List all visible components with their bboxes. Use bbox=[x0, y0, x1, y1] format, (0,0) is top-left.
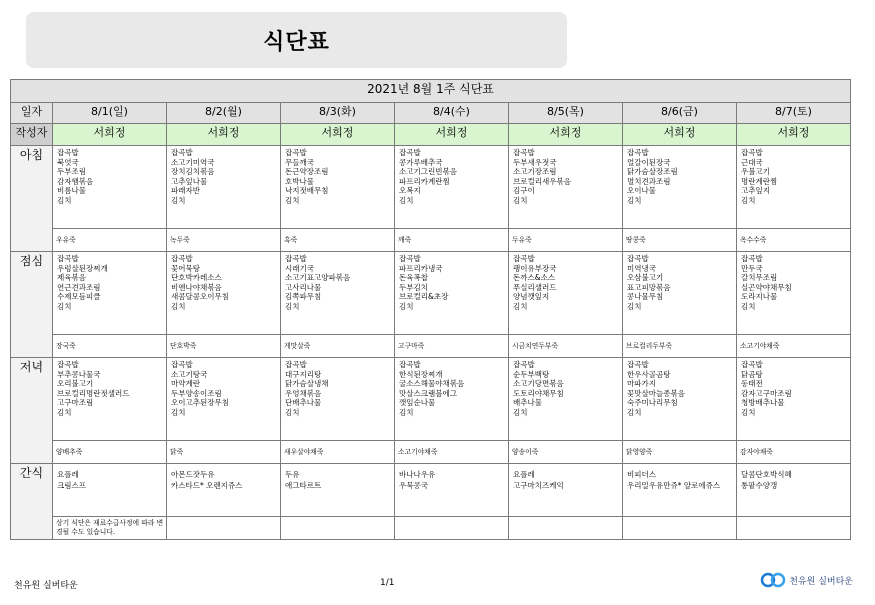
menu-cell bbox=[167, 252, 281, 335]
menu-item: 잡곡밥 bbox=[171, 360, 193, 369]
menu-items bbox=[623, 358, 736, 440]
snack-item: 통팥수양갱 bbox=[741, 481, 778, 490]
menu-cell bbox=[737, 358, 851, 441]
menu-item: 김치 bbox=[285, 195, 300, 205]
meal-row bbox=[11, 252, 851, 335]
menu-item: 김치 bbox=[627, 195, 642, 205]
menu-item: 새콤달콤오이무침 bbox=[171, 292, 229, 302]
menu-item: 비름나물 bbox=[57, 186, 86, 196]
menu-item: 오리불고기 bbox=[57, 379, 94, 389]
menu-item: 김치 bbox=[171, 407, 186, 417]
logo-icon bbox=[760, 572, 786, 588]
snack-cell bbox=[53, 464, 167, 517]
date-header-label: 일자 bbox=[11, 103, 53, 124]
author-name: 서희정 bbox=[167, 124, 281, 146]
snack-note-cell bbox=[167, 517, 281, 540]
snack-item: 달콤단호박식혜 bbox=[741, 470, 792, 479]
menu-item: 오삼불고기 bbox=[627, 273, 664, 283]
menu-item: 잡곡밥 bbox=[57, 254, 79, 263]
snack-cell bbox=[281, 464, 395, 517]
menu-item: 김치 bbox=[513, 195, 528, 205]
porridge-item: 시금치연두부죽 bbox=[512, 342, 558, 350]
porridge-item: 양배추죽 bbox=[56, 448, 83, 456]
porridge-cell bbox=[623, 441, 737, 464]
porridge-item: 소고기야채죽 bbox=[740, 342, 780, 350]
menu-item: 단호박카레소스 bbox=[171, 273, 222, 283]
menu-item: 우엉채볶음 bbox=[285, 388, 322, 398]
menu-item: 김치 bbox=[627, 407, 642, 417]
snack-items bbox=[737, 464, 850, 516]
porridge-item: 깨죽 bbox=[398, 236, 412, 244]
menu-item: 굴소스해물야채볶음 bbox=[399, 379, 465, 389]
date-header-row bbox=[11, 103, 851, 124]
menu-item: 김치 bbox=[285, 407, 300, 417]
day-header: 8/6(금) bbox=[623, 103, 737, 124]
menu-items bbox=[509, 252, 622, 334]
menu-cell bbox=[623, 252, 737, 335]
menu-item: 콩나물무침 bbox=[627, 292, 664, 302]
menu-item: 동태전 bbox=[741, 379, 763, 389]
menu-item: 소고기장조림 bbox=[513, 167, 557, 177]
table-title: 2021년 8월 1주 식단표 bbox=[11, 80, 851, 103]
snack-items bbox=[395, 464, 508, 516]
snack-items bbox=[509, 464, 622, 516]
menu-items bbox=[737, 358, 850, 440]
menu-cell bbox=[395, 146, 509, 229]
porridge-cell bbox=[737, 441, 851, 464]
snack-item: 아몬드잣두유 bbox=[171, 470, 215, 479]
menu-item: 김치 bbox=[285, 301, 300, 311]
menu-cell bbox=[281, 252, 395, 335]
menu-item: 고사리나물 bbox=[285, 282, 322, 292]
menu-item: 만두국 bbox=[741, 263, 763, 273]
porridge-item: 소고기야채죽 bbox=[398, 448, 438, 456]
menu-item: 수제모듬피클 bbox=[57, 292, 101, 302]
snack-cell bbox=[737, 464, 851, 517]
menu-items bbox=[395, 146, 508, 228]
porridge-item: 땅콩죽 bbox=[626, 236, 646, 244]
menu-item: 한우사골곰탕 bbox=[627, 369, 671, 379]
menu-item: 소고기당면볶음 bbox=[513, 379, 564, 389]
menu-items bbox=[395, 358, 508, 440]
menu-item: 잡곡밥 bbox=[57, 148, 79, 157]
menu-change-notice: 상기 식단은 재료수급사정에 따라 변경될 수도 있습니다. bbox=[56, 519, 164, 536]
day-header: 8/7(토) bbox=[737, 103, 851, 124]
menu-items bbox=[509, 146, 622, 228]
menu-cell bbox=[281, 358, 395, 441]
menu-items bbox=[281, 252, 394, 334]
menu-items bbox=[509, 358, 622, 440]
menu-item: 김치 bbox=[513, 301, 528, 311]
menu-cell bbox=[509, 252, 623, 335]
porridge-item: 닭영양죽 bbox=[626, 448, 653, 456]
menu-item: 잡곡밥 bbox=[285, 254, 307, 263]
porridge-item: 단호박죽 bbox=[170, 342, 197, 350]
menu-cell bbox=[281, 146, 395, 229]
menu-item: 꽃맛살마늘종볶음 bbox=[627, 388, 685, 398]
snack-cell bbox=[623, 464, 737, 517]
snack-item: 고구마치즈케익 bbox=[513, 481, 564, 490]
menu-item: 마파가지 bbox=[627, 379, 656, 389]
snack-note-cell bbox=[281, 517, 395, 540]
porridge-cell bbox=[509, 335, 623, 358]
snack-note-cell bbox=[395, 517, 509, 540]
author-label: 작성자 bbox=[11, 124, 53, 146]
menu-item: 김치 bbox=[741, 407, 756, 417]
menu-item: 북엇국 bbox=[57, 157, 79, 167]
day-header: 8/4(수) bbox=[395, 103, 509, 124]
menu-items bbox=[281, 146, 394, 228]
menu-items bbox=[737, 146, 850, 228]
menu-item: 고추잎나물 bbox=[171, 176, 208, 186]
menu-item: 김치 bbox=[171, 195, 186, 205]
snack-item: 요플레 bbox=[57, 470, 79, 479]
porridge-item: 감자야채죽 bbox=[740, 448, 773, 456]
menu-item: 순두부백탕 bbox=[513, 369, 550, 379]
menu-item: 닭곰탕 bbox=[741, 369, 763, 379]
author-name: 서희정 bbox=[395, 124, 509, 146]
menu-item: 맛살스크램블에그 bbox=[399, 388, 457, 398]
menu-item: 잡곡밥 bbox=[285, 360, 307, 369]
menu-items bbox=[395, 252, 508, 334]
snack-items bbox=[281, 464, 394, 516]
menu-item: 두부조림 bbox=[57, 167, 86, 177]
menu-item: 소고기그린빈볶음 bbox=[399, 167, 457, 177]
logo-text: 천유원 실버타운 bbox=[789, 576, 853, 587]
menu-item: 김치 bbox=[57, 195, 72, 205]
menu-item: 얼갈이된장국 bbox=[627, 157, 671, 167]
menu-item: 파래자반 bbox=[171, 186, 200, 196]
day-header: 8/2(월) bbox=[167, 103, 281, 124]
menu-cell bbox=[623, 358, 737, 441]
porridge-item: 녹두죽 bbox=[170, 236, 190, 244]
menu-item: 김치 bbox=[399, 407, 414, 417]
author-name: 서희정 bbox=[623, 124, 737, 146]
menu-table bbox=[10, 79, 851, 540]
menu-item: 잡곡밥 bbox=[741, 360, 763, 369]
menu-item: 한식된장찌개 bbox=[399, 369, 443, 379]
menu-item: 파프리카계란찜 bbox=[399, 176, 450, 186]
menu-item: 잡곡밥 bbox=[627, 148, 649, 157]
menu-item: 김치 bbox=[57, 407, 72, 417]
porridge-item: 브로컬리두부죽 bbox=[626, 342, 672, 350]
footer-logo bbox=[760, 572, 853, 588]
porridge-row bbox=[11, 441, 851, 464]
porridge-cell bbox=[53, 335, 167, 358]
menu-item: 김치 bbox=[399, 301, 414, 311]
menu-item: 오복지 bbox=[399, 186, 421, 196]
menu-item: 김치 bbox=[513, 407, 528, 417]
meal-row bbox=[11, 358, 851, 441]
menu-item: 연근견과조림 bbox=[57, 282, 101, 292]
menu-cell bbox=[509, 146, 623, 229]
porridge-cell bbox=[509, 441, 623, 464]
footer-organization: 천유원 실버타운 bbox=[14, 581, 78, 591]
menu-item: 잡곡밥 bbox=[57, 360, 79, 369]
porridge-cell bbox=[53, 441, 167, 464]
porridge-cell bbox=[737, 229, 851, 252]
menu-item: 브로컬리새우볶음 bbox=[513, 176, 571, 186]
menu-item: 김쪽파무침 bbox=[285, 292, 322, 302]
porridge-row bbox=[11, 229, 851, 252]
menu-item: 잡곡밥 bbox=[513, 254, 535, 263]
menu-cell bbox=[53, 146, 167, 229]
empty-note bbox=[395, 517, 508, 539]
snack-note-cell bbox=[53, 517, 167, 540]
porridge-cell bbox=[509, 229, 623, 252]
menu-item: 김치 bbox=[57, 301, 72, 311]
menu-item: 파프리카냉국 bbox=[399, 263, 443, 273]
menu-item: 돈까스&소스 bbox=[513, 273, 556, 283]
menu-items bbox=[53, 252, 166, 334]
snack-item: 바나나우유 bbox=[399, 470, 436, 479]
page-number: 1/1 bbox=[380, 578, 395, 588]
document-title: 식단표 bbox=[263, 29, 330, 55]
snack-label: 간식 bbox=[11, 464, 53, 540]
menu-items bbox=[53, 358, 166, 440]
menu-items bbox=[167, 358, 280, 440]
menu-items bbox=[623, 146, 736, 228]
porridge-cell bbox=[281, 335, 395, 358]
snack-note-row bbox=[11, 517, 851, 540]
day-header: 8/3(화) bbox=[281, 103, 395, 124]
porridge-cell bbox=[167, 441, 281, 464]
author-name: 서희정 bbox=[509, 124, 623, 146]
menu-item: 두부김치 bbox=[399, 282, 428, 292]
snack-items bbox=[167, 464, 280, 516]
snack-note-cell bbox=[737, 517, 851, 540]
menu-item: 우불고기 bbox=[741, 167, 770, 177]
menu-item: 근대국 bbox=[741, 157, 763, 167]
menu-item: 팽이유부장국 bbox=[513, 263, 557, 273]
menu-item: 잡곡밥 bbox=[741, 148, 763, 157]
meal-label: 점심 bbox=[11, 252, 53, 358]
porridge-row bbox=[11, 335, 851, 358]
porridge-cell bbox=[623, 229, 737, 252]
menu-item: 닭가슴살냉채 bbox=[285, 379, 329, 389]
menu-item: 명란계란찜 bbox=[741, 176, 778, 186]
menu-item: 청방배추나물 bbox=[741, 398, 785, 408]
menu-item: 무들깨국 bbox=[285, 157, 314, 167]
menu-cell bbox=[53, 358, 167, 441]
menu-item: 깻잎순나물 bbox=[399, 398, 436, 408]
menu-item: 호박나물 bbox=[285, 176, 314, 186]
document-title-box bbox=[26, 12, 567, 68]
meal-label: 아침 bbox=[11, 146, 53, 252]
snack-cell bbox=[395, 464, 509, 517]
menu-items bbox=[167, 252, 280, 334]
snack-item: 요플레 bbox=[513, 470, 535, 479]
menu-item: 도라지나물 bbox=[741, 292, 778, 302]
snack-item: 애그타르트 bbox=[285, 481, 322, 490]
menu-item: 김구이 bbox=[513, 186, 535, 196]
porridge-cell bbox=[395, 335, 509, 358]
snack-item: 크림스프 bbox=[57, 481, 86, 490]
porridge-cell bbox=[623, 335, 737, 358]
menu-item: 잡곡밥 bbox=[627, 254, 649, 263]
menu-item: 잡곡밥 bbox=[627, 360, 649, 369]
menu-item: 잡곡밥 bbox=[513, 148, 535, 157]
menu-item: 소고기탕국 bbox=[171, 369, 208, 379]
meal-label: 저녁 bbox=[11, 358, 53, 464]
menu-cell bbox=[623, 146, 737, 229]
menu-cell bbox=[53, 252, 167, 335]
menu-item: 감자고구마조림 bbox=[741, 388, 792, 398]
porridge-item: 흑죽 bbox=[284, 236, 298, 244]
menu-item: 오이나물 bbox=[627, 186, 656, 196]
menu-item: 소고기표고양파볶음 bbox=[285, 273, 351, 283]
empty-note bbox=[623, 517, 736, 539]
menu-cell bbox=[167, 358, 281, 441]
porridge-cell bbox=[281, 229, 395, 252]
menu-cell bbox=[737, 252, 851, 335]
porridge-cell bbox=[53, 229, 167, 252]
porridge-item: 고구마죽 bbox=[398, 342, 425, 350]
porridge-item: 우유죽 bbox=[56, 236, 76, 244]
snack-cell bbox=[167, 464, 281, 517]
porridge-cell bbox=[395, 229, 509, 252]
porridge-cell bbox=[395, 441, 509, 464]
menu-item: 두부새우젓국 bbox=[513, 157, 557, 167]
menu-cell bbox=[395, 252, 509, 335]
menu-item: 부추콩나물국 bbox=[57, 369, 101, 379]
porridge-item: 옥수수죽 bbox=[740, 236, 767, 244]
menu-item: 김치 bbox=[741, 301, 756, 311]
menu-item: 멸치견과조림 bbox=[627, 176, 671, 186]
empty-note bbox=[167, 517, 280, 539]
menu-item: 잡곡밥 bbox=[741, 254, 763, 263]
menu-item: 오이고추된장무침 bbox=[171, 398, 229, 408]
menu-item: 김치 bbox=[171, 301, 186, 311]
menu-item: 단배추나물 bbox=[285, 398, 322, 408]
menu-items bbox=[623, 252, 736, 334]
menu-items bbox=[167, 146, 280, 228]
menu-item: 감자햄볶음 bbox=[57, 176, 94, 186]
menu-item: 표고피망볶음 bbox=[627, 282, 671, 292]
menu-item: 돈근약장조림 bbox=[285, 167, 329, 177]
menu-item: 대구지리탕 bbox=[285, 369, 322, 379]
menu-items bbox=[281, 358, 394, 440]
author-row bbox=[11, 124, 851, 146]
porridge-cell bbox=[737, 335, 851, 358]
menu-item: 시래기국 bbox=[285, 263, 314, 273]
menu-item: 브로컬리&초장 bbox=[399, 292, 449, 302]
snack-item: 카스타드* 오렌지쥬스 bbox=[171, 481, 243, 490]
menu-item: 김치 bbox=[741, 195, 756, 205]
snack-note-cell bbox=[509, 517, 623, 540]
author-name: 서희정 bbox=[737, 124, 851, 146]
menu-item: 잡곡밥 bbox=[399, 148, 421, 157]
porridge-item: 장국죽 bbox=[56, 342, 76, 350]
menu-item: 미역냉국 bbox=[627, 263, 656, 273]
porridge-cell bbox=[167, 335, 281, 358]
porridge-item: 닭죽 bbox=[170, 448, 184, 456]
porridge-cell bbox=[281, 441, 395, 464]
author-name: 서희정 bbox=[53, 124, 167, 146]
menu-item: 김치 bbox=[627, 301, 642, 311]
snack-items bbox=[623, 464, 736, 516]
empty-note bbox=[281, 517, 394, 539]
empty-note bbox=[509, 517, 622, 539]
porridge-item: 두유죽 bbox=[512, 236, 532, 244]
porridge-cell bbox=[167, 229, 281, 252]
porridge-item: 양송이죽 bbox=[512, 448, 539, 456]
porridge-item: 새우살야채죽 bbox=[284, 448, 324, 456]
empty-note bbox=[737, 517, 850, 539]
snack-item: 비피더스 bbox=[627, 470, 656, 479]
menu-items bbox=[737, 252, 850, 334]
menu-item: 제육볶음 bbox=[57, 273, 86, 283]
snack-items bbox=[53, 464, 166, 516]
menu-cell bbox=[737, 146, 851, 229]
snack-note-cell bbox=[623, 517, 737, 540]
menu-item: 낙지젓배무침 bbox=[285, 186, 329, 196]
menu-cell bbox=[167, 146, 281, 229]
menu-item: 갈치무조림 bbox=[741, 273, 778, 283]
menu-item: 꽃어묵탕 bbox=[171, 263, 200, 273]
menu-item: 잡곡밥 bbox=[513, 360, 535, 369]
menu-item: 푸실리샐러드 bbox=[513, 282, 557, 292]
menu-item: 실곤약야채무침 bbox=[741, 282, 792, 292]
menu-item: 잡곡밥 bbox=[399, 360, 421, 369]
snack-cell bbox=[509, 464, 623, 517]
menu-item: 두부양송이조림 bbox=[171, 388, 222, 398]
snack-row bbox=[11, 464, 851, 517]
menu-item: 잡곡밥 bbox=[399, 254, 421, 263]
menu-item: 고추잎지 bbox=[741, 186, 770, 196]
snack-item: 우리밀우유만쥬* 알로에쥬스 bbox=[627, 481, 721, 490]
snack-item: 두유 bbox=[285, 470, 300, 479]
menu-item: 김치 bbox=[399, 195, 414, 205]
menu-item: 장치김치볶음 bbox=[171, 167, 215, 177]
menu-item: 브로컬리명란젓샐러드 bbox=[57, 388, 130, 398]
menu-item: 비엔나야채볶음 bbox=[171, 282, 222, 292]
menu-item: 소고기미역국 bbox=[171, 157, 215, 167]
menu-item: 콩가루배추국 bbox=[399, 157, 443, 167]
menu-item: 배추나물 bbox=[513, 398, 542, 408]
menu-item: 돈육폭찹 bbox=[399, 273, 428, 283]
menu-items bbox=[53, 146, 166, 228]
menu-item: 고구마조림 bbox=[57, 398, 94, 408]
menu-item: 도토리야채무침 bbox=[513, 388, 564, 398]
menu-item: 숙주미나리무침 bbox=[627, 398, 678, 408]
menu-item: 잡곡밥 bbox=[285, 148, 307, 157]
meal-row bbox=[11, 146, 851, 229]
menu-item: 잡곡밥 bbox=[171, 148, 193, 157]
menu-cell bbox=[509, 358, 623, 441]
menu-item: 닭가슴살장조림 bbox=[627, 167, 678, 177]
author-name: 서희정 bbox=[281, 124, 395, 146]
menu-item: 잡곡밥 bbox=[171, 254, 193, 263]
porridge-item: 게맛살죽 bbox=[284, 342, 311, 350]
menu-item: 양념깻잎지 bbox=[513, 292, 550, 302]
day-header: 8/1(일) bbox=[53, 103, 167, 124]
menu-item: 우렁살된장찌개 bbox=[57, 263, 108, 273]
menu-cell bbox=[395, 358, 509, 441]
day-header: 8/5(목) bbox=[509, 103, 623, 124]
menu-item: 마약계란 bbox=[171, 379, 200, 389]
snack-item: 우묵콩국 bbox=[399, 481, 428, 490]
